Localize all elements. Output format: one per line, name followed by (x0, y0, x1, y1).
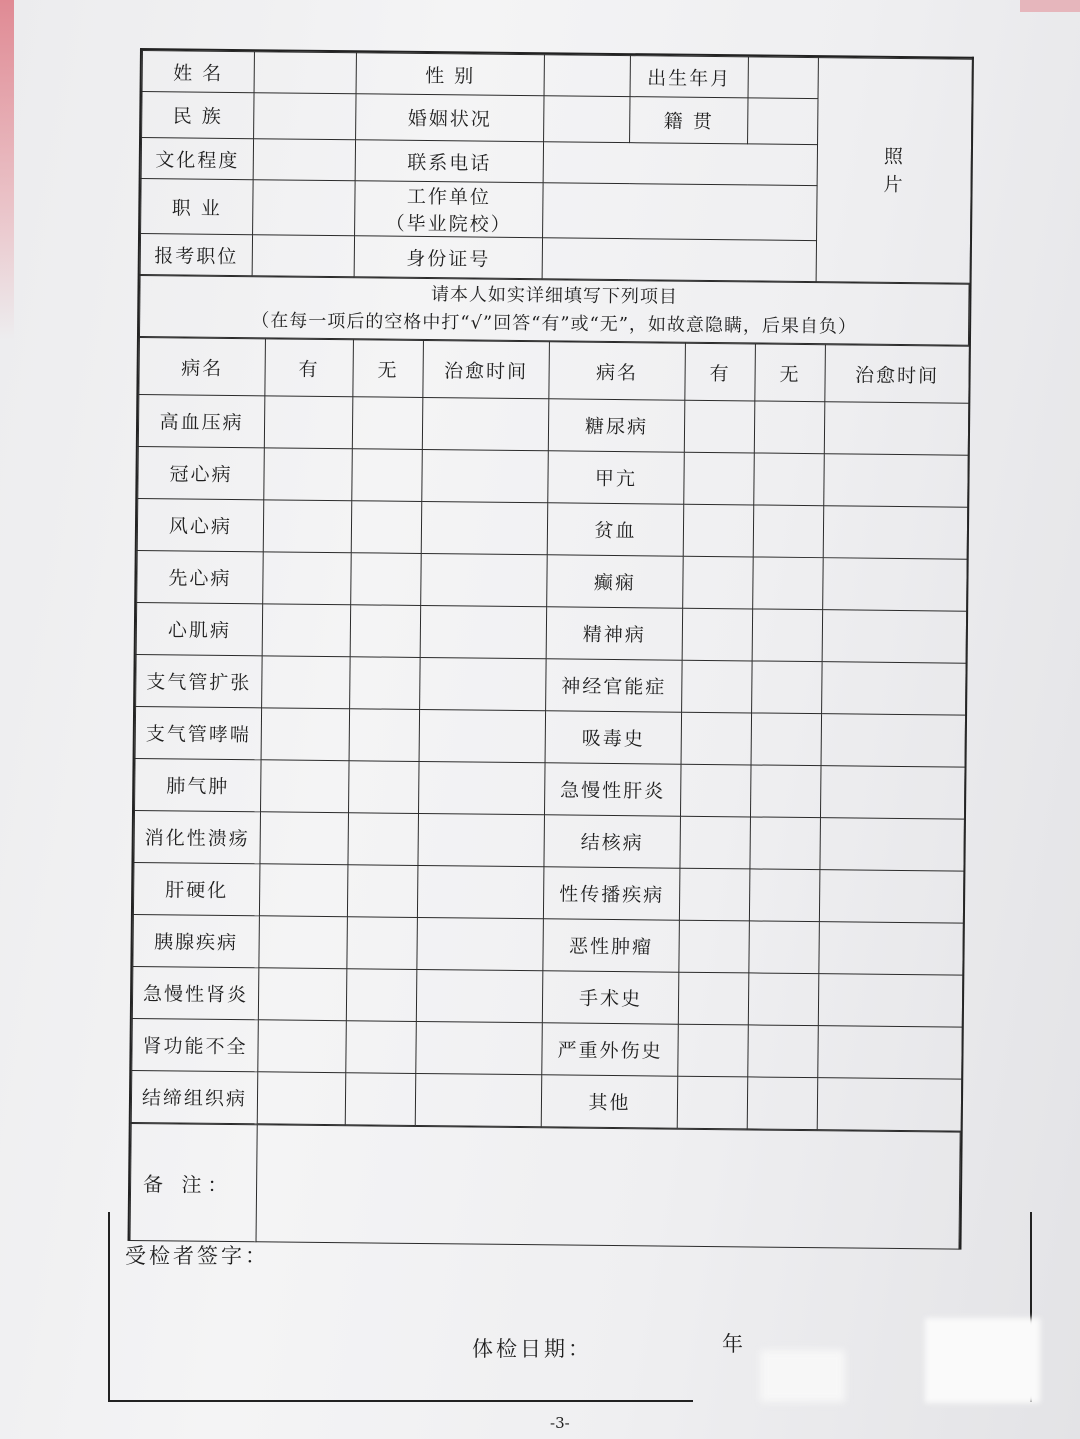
native-place-field[interactable] (748, 98, 818, 145)
cure-time-right[interactable] (819, 870, 964, 924)
disease-name-left: 结缔组织病 (131, 1070, 258, 1123)
education-field[interactable] (253, 139, 355, 181)
no-checkbox-right[interactable] (750, 765, 821, 818)
disease-row (133, 914, 963, 975)
no-checkbox-right[interactable] (753, 505, 824, 558)
year-label: 年 (722, 1332, 743, 1356)
cure-time-left[interactable] (419, 709, 546, 762)
workplace-label-1: 工作单位 (406, 185, 492, 209)
cure-time-right[interactable] (822, 662, 967, 716)
disease-name-left: 胰腺疾病 (133, 914, 260, 967)
no-checkbox-left[interactable] (352, 397, 423, 450)
no-checkbox-left[interactable] (347, 917, 418, 970)
workplace-field[interactable] (543, 183, 818, 241)
no-checkbox-left[interactable] (349, 761, 420, 814)
yes-checkbox-right[interactable] (677, 1076, 748, 1129)
gender-label: 性 别 (356, 53, 544, 96)
redacted-blur-2 (925, 1318, 1040, 1403)
yes-checkbox-right[interactable] (682, 608, 753, 661)
health-declaration-form (128, 48, 974, 1250)
phone-field[interactable] (543, 142, 817, 186)
yes-checkbox-right[interactable] (678, 972, 749, 1025)
no-checkbox-left[interactable] (345, 1073, 416, 1126)
disease-row (132, 966, 962, 1027)
red-folder-corner (1020, 0, 1080, 12)
workplace-label-2: （毕业院校） (385, 212, 512, 236)
disease-row (135, 706, 965, 767)
disease-name-left: 高血压病 (138, 395, 265, 448)
photo-label-1: 照 (883, 145, 906, 168)
remarks-label: 备 注： (130, 1123, 257, 1241)
phone-label: 联系电话 (355, 140, 543, 183)
yes-checkbox-right[interactable] (683, 504, 754, 557)
name-field[interactable] (254, 52, 356, 94)
ethnicity-label: 民 族 (142, 92, 254, 139)
no-checkbox-right[interactable] (749, 869, 820, 922)
disease-row (133, 862, 963, 923)
exam-date-label: 体检日期： (472, 1337, 592, 1361)
cure-time-left[interactable] (421, 553, 548, 606)
marital-label: 婚姻状况 (356, 94, 544, 142)
disease-row (131, 1070, 961, 1131)
disease-name-right: 吸毒史 (545, 711, 682, 764)
cure-time-left[interactable] (422, 449, 549, 502)
disease-name-right: 严重外伤史 (542, 1023, 679, 1076)
yes-checkbox-right[interactable] (683, 556, 754, 609)
cure-time-right[interactable] (820, 766, 965, 820)
no-checkbox-left[interactable] (346, 1021, 417, 1074)
header-disease-name: 病名 (139, 338, 266, 396)
header-yes: 有 (265, 339, 354, 397)
yes-checkbox-left[interactable] (264, 448, 353, 501)
no-checkbox-right[interactable] (749, 921, 820, 974)
yes-checkbox-left[interactable] (260, 812, 349, 865)
no-checkbox-left[interactable] (350, 605, 421, 658)
disease-row (137, 550, 967, 611)
yes-checkbox-right[interactable] (679, 920, 750, 973)
id-label: 身份证号 (354, 236, 542, 279)
yes-checkbox-right[interactable] (681, 712, 752, 765)
name-label: 姓 名 (142, 51, 254, 93)
notice-cell (139, 276, 969, 346)
header-cure-time-2: 治愈时间 (825, 345, 970, 404)
no-checkbox-left[interactable] (351, 553, 422, 606)
cure-time-left[interactable] (420, 657, 547, 710)
disease-row (136, 602, 966, 663)
yes-checkbox-left[interactable] (262, 604, 351, 657)
cure-time-right[interactable] (821, 714, 966, 768)
disease-name-left: 肝硬化 (133, 862, 260, 915)
cure-time-right[interactable] (822, 610, 967, 664)
yes-checkbox-right[interactable] (680, 764, 751, 817)
personal-info-table (140, 50, 973, 284)
yes-checkbox-left[interactable] (258, 968, 347, 1021)
no-checkbox-right[interactable] (751, 713, 822, 766)
occupation-field[interactable] (253, 180, 356, 236)
disease-name-right: 癫痫 (547, 555, 684, 608)
marital-field[interactable] (544, 96, 630, 143)
yes-checkbox-right[interactable] (684, 400, 755, 453)
yes-checkbox-left[interactable] (262, 656, 351, 709)
notice-table (139, 275, 970, 346)
disease-history-table (131, 337, 970, 1132)
yes-checkbox-left[interactable] (258, 1020, 347, 1073)
disease-name-right: 贫血 (547, 503, 684, 556)
cure-time-right[interactable] (824, 454, 969, 508)
disease-name-right: 神经官能症 (546, 659, 683, 712)
disease-header-row (139, 338, 970, 404)
yes-checkbox-right[interactable] (679, 868, 750, 921)
header-cure-time: 治愈时间 (423, 340, 550, 398)
red-folder-edge (0, 0, 14, 340)
cure-time-right[interactable] (817, 1078, 962, 1132)
no-checkbox-left[interactable] (350, 657, 421, 710)
yes-checkbox-right[interactable] (678, 1024, 749, 1077)
disease-name-right: 糖尿病 (548, 399, 685, 452)
yes-checkbox-left[interactable] (257, 1072, 346, 1125)
disease-name-left: 支气管扩张 (136, 654, 263, 707)
yes-checkbox-left[interactable] (263, 500, 352, 553)
cure-time-left[interactable] (417, 865, 544, 918)
disease-name-left: 急慢性肾炎 (132, 966, 259, 1019)
disease-name-right: 性传播疾病 (543, 867, 680, 920)
id-field[interactable] (542, 238, 816, 282)
cure-time-left[interactable] (416, 969, 543, 1022)
header-yes-2: 有 (685, 343, 756, 401)
cure-time-right[interactable] (824, 402, 969, 456)
signature-area-bottom-border (108, 1400, 693, 1402)
yes-checkbox-left[interactable] (261, 708, 350, 761)
disease-row (138, 395, 968, 456)
yes-checkbox-left[interactable] (259, 864, 348, 917)
cure-time-right[interactable] (818, 1026, 963, 1080)
disease-name-left: 先心病 (137, 550, 264, 603)
native-place-label: 籍 贯 (630, 97, 748, 144)
yes-checkbox-right[interactable] (680, 816, 751, 869)
no-checkbox-right[interactable] (750, 817, 821, 870)
no-checkbox-left[interactable] (351, 501, 422, 554)
disease-row (135, 758, 965, 819)
page-number: -3- (550, 1414, 570, 1432)
birth-field[interactable] (748, 57, 818, 99)
notice-line-1: 请本人如实详细填写下列项目 (430, 284, 679, 308)
no-checkbox-right[interactable] (748, 1025, 819, 1078)
cure-time-left[interactable] (420, 605, 547, 658)
photo-box[interactable] (816, 58, 972, 284)
cure-time-left[interactable] (416, 1021, 543, 1074)
no-checkbox-right[interactable] (752, 609, 823, 662)
disease-name-left: 支气管哮喘 (135, 706, 262, 759)
cure-time-right[interactable] (818, 974, 963, 1028)
yes-checkbox-left[interactable] (261, 760, 350, 813)
disease-name-right: 甲亢 (548, 451, 685, 504)
no-checkbox-right[interactable] (754, 401, 825, 454)
birth-label: 出生年月 (630, 56, 748, 98)
ethnicity-field[interactable] (254, 93, 356, 140)
no-checkbox-left[interactable] (347, 865, 418, 918)
education-label: 文化程度 (141, 138, 253, 180)
position-label: 报考职位 (140, 234, 252, 276)
yes-checkbox-left[interactable] (259, 916, 348, 969)
no-checkbox-left[interactable] (348, 813, 419, 866)
cure-time-right[interactable] (820, 818, 965, 872)
notice-line-2: （在每一项后的空格中打“√”回答“有”或“无”，如故意隐瞒，后果自负） (251, 310, 858, 338)
photo-label-2: 片 (883, 173, 905, 196)
no-checkbox-right[interactable] (748, 973, 819, 1026)
disease-name-left: 风心病 (137, 499, 264, 552)
disease-row (132, 1018, 962, 1079)
disease-name-left: 心肌病 (136, 602, 263, 655)
cure-time-left[interactable] (422, 397, 549, 450)
cure-time-left[interactable] (421, 501, 548, 554)
header-no: 无 (353, 340, 424, 398)
yes-checkbox-right[interactable] (682, 660, 753, 713)
no-checkbox-right[interactable] (754, 453, 825, 506)
yes-checkbox-left[interactable] (263, 552, 352, 605)
no-checkbox-left[interactable] (352, 449, 423, 502)
no-checkbox-right[interactable] (747, 1077, 818, 1130)
disease-name-right: 手术史 (542, 971, 679, 1024)
yes-checkbox-left[interactable] (264, 396, 353, 449)
disease-name-left: 肾功能不全 (132, 1018, 259, 1071)
disease-name-right: 恶性肿瘤 (543, 919, 680, 972)
disease-name-right: 其他 (541, 1075, 678, 1128)
yes-checkbox-right[interactable] (684, 452, 755, 505)
gender-field[interactable] (544, 55, 630, 97)
disease-name-left: 冠心病 (138, 447, 265, 500)
no-checkbox-left[interactable] (346, 969, 417, 1022)
cure-time-right[interactable] (823, 558, 968, 612)
disease-name-right: 精神病 (546, 607, 683, 660)
disease-name-left: 肺气肿 (135, 758, 262, 811)
cure-time-right[interactable] (823, 506, 968, 560)
disease-row (137, 499, 967, 560)
cure-time-left[interactable] (418, 813, 545, 866)
position-field[interactable] (252, 235, 354, 277)
disease-row (138, 447, 968, 508)
no-checkbox-right[interactable] (753, 557, 824, 610)
disease-name-right: 结核病 (544, 815, 681, 868)
disease-row (136, 654, 966, 715)
redacted-blur-1 (760, 1350, 845, 1402)
header-no-2: 无 (755, 344, 826, 402)
header-disease-name-2: 病名 (549, 342, 686, 400)
cure-time-left[interactable] (415, 1073, 542, 1126)
disease-name-right: 急慢性肝炎 (544, 763, 681, 816)
no-checkbox-right[interactable] (752, 661, 823, 714)
occupation-label: 职 业 (141, 179, 254, 235)
cure-time-left[interactable] (418, 761, 545, 814)
disease-name-left: 消化性溃疡 (134, 810, 261, 863)
cure-time-left[interactable] (417, 917, 544, 970)
disease-row (134, 810, 964, 871)
no-checkbox-left[interactable] (349, 709, 420, 762)
cure-time-right[interactable] (819, 922, 964, 976)
examinee-signature-label: 受检者签字： (125, 1244, 269, 1268)
workplace-label (355, 181, 544, 238)
